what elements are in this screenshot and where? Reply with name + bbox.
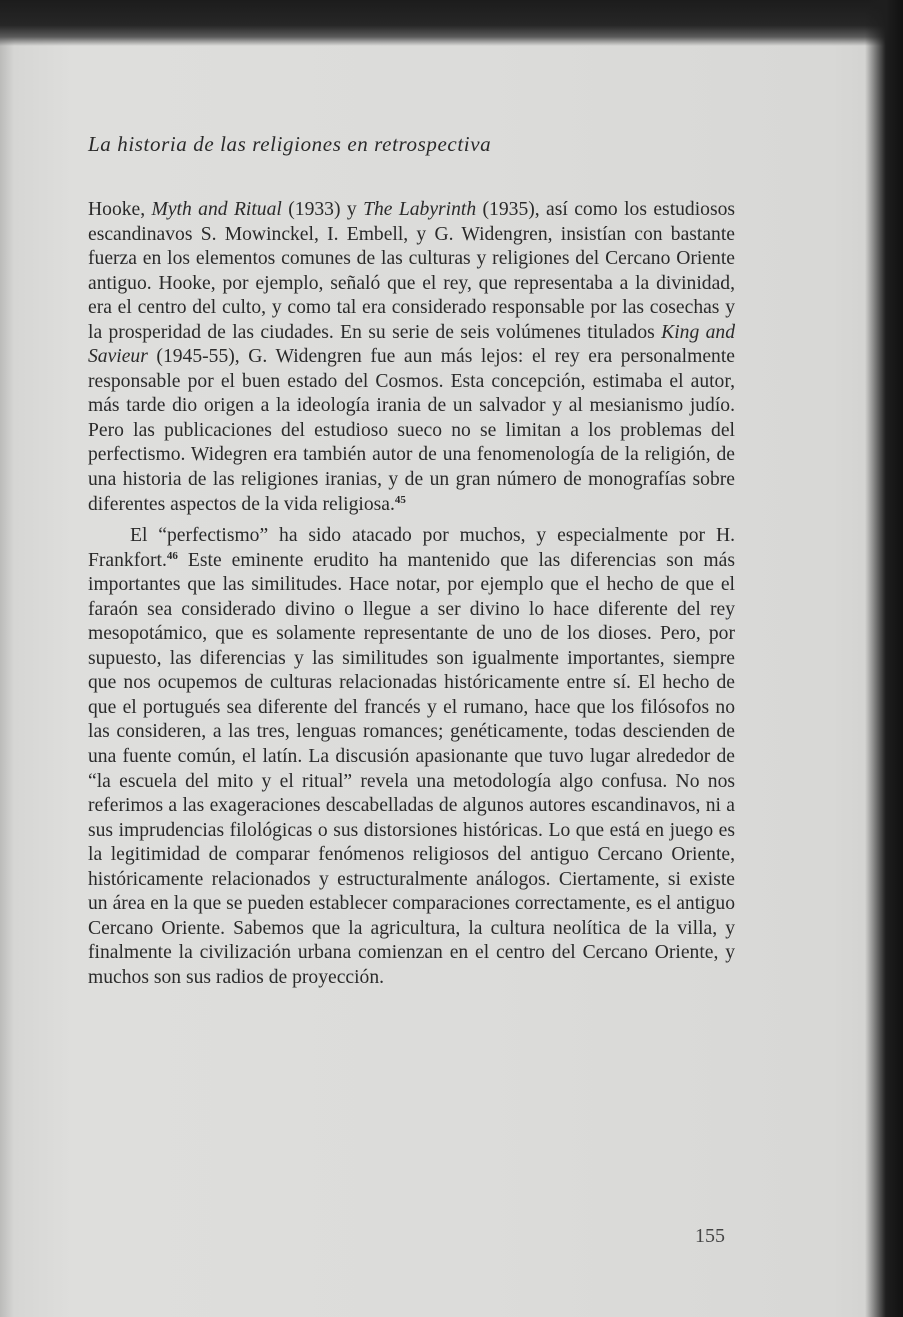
paragraph-1-text-b: (1933) y [281, 199, 364, 220]
book-title-myth-and-ritual: Myth and Ritual [151, 199, 282, 220]
left-page-edge [0, 0, 14, 1317]
footnote-ref-46: 46 [166, 549, 178, 562]
paragraph-1 [88, 198, 735, 517]
footnote-ref-45: 45 [394, 493, 406, 506]
right-page-edge [865, 0, 903, 1317]
page-number: 155 [695, 1225, 725, 1247]
paragraph-1-text-c: (1935), así como los estudiosos escandinavos S. Mowinckel, I. Embell, y G. Widengren, insistían con bastante fuerza en los elementos comunes de las culturas y religiones del Cercano Oriente antiguo. Hooke, por ejemplo, señaló que el rey, que representaba a la divinidad, era el centro del culto, y como tal era considerado responsable por las cosechas y la prosperidad de las ciudades. En su serie de seis volúmenes titulados [88, 199, 736, 343]
top-binding-shadow [0, 0, 903, 46]
book-title-king-and-savieur: King and Savieur [88, 321, 736, 368]
book-title-the-labyrinth: The Labyrinth [363, 199, 477, 220]
paragraph-1-text-d: (1945-55), G. Widengren fue aun más lejos: el rey era personalmente responsable por el buen estado del Cosmos. Esta concepción, estimaba el autor, más tarde dio origen a la ideología irania de un salvador y al mesianismo judío. Pero las publicaciones del estudioso sueco no se limitan a los problemas del perfectismo. Widegren era también autor de una fenomenología de la religión, de una historia de las religiones iranias, y de un gran número de monografías sobre diferentes aspectos de la vida religiosa. [88, 346, 735, 515]
running-head: La historia de las religiones en retrospectiva [88, 132, 492, 156]
paragraph-2 [88, 524, 735, 990]
paragraph-2-text-a: El “perfectismo” ha sido atacado por muchos, y especialmente por H. Frankfort. [88, 525, 735, 571]
paragraph-1-text-a: Hooke, [88, 199, 152, 220]
page-body [88, 130, 735, 991]
paragraph-2-text-b: Este eminente erudito ha mantenido que las diferencias son más importantes que las similitudes. Hace notar, por ejemplo que el hecho de que el faraón sea considerado divino o llegue a ser divino lo hace diferente del rey mesopotámico, que es solamente representante de uno de los dioses. Pero, por supuesto, las diferencias y las similitudes son igualmente importantes, siempre que nos ocupemos de culturas relacionadas históricamente entre sí. El hecho de que el portugués sea diferente del francés y el rumano, hace que los filósofos no las consideren, a las tres, lenguas romances; genéticamente, todas descienden de una fuente común, el latín. La discusión apasionante que tuvo lugar alrededor de “la escuela del mito y el ritual” revela una metodología algo confusa. No nos referimos a las exageraciones descabelladas de algunos autores escandinavos, ni a sus imprudencias filológicas o sus distorsiones históricas. Lo que está en juego es la legitimidad de comparar fenómenos religiosos del antiguo Cercano Oriente, históricamente relacionados y estructuralmente análogos. Ciertamente, si existe un área en la que se pueden establecer comparaciones correctamente, es el antiguo Cercano Oriente. Sabemos que la agricultura, la cultura neolítica de la villa, y finalmente la civilización urbana comienzan en el centro del Cercano Oriente, y muchos son sus radios de proyección. [88, 549, 735, 988]
